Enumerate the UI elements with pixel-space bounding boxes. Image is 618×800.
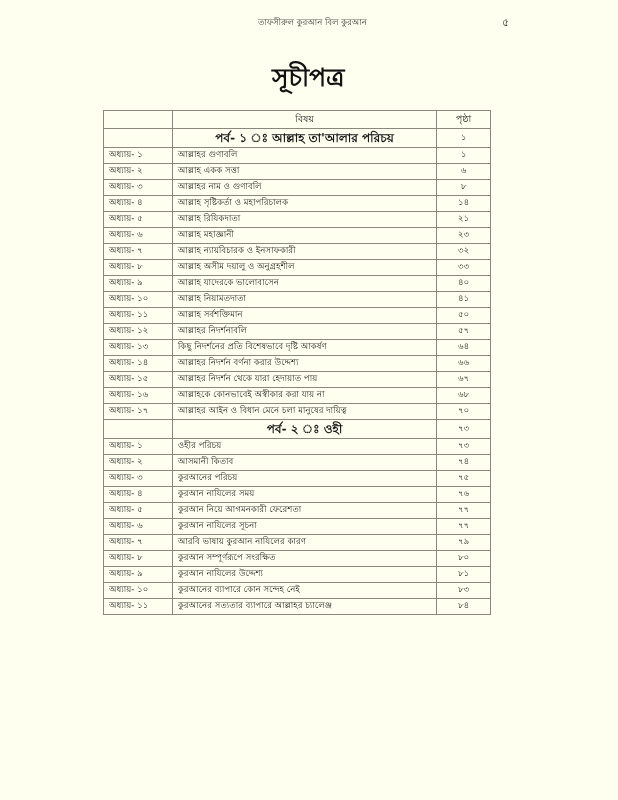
- table-row: [104, 471, 491, 487]
- table-row: [104, 292, 491, 308]
- chapter-subject: আল্লাহ রিযিকদাতা: [172, 212, 436, 228]
- table-row: [104, 599, 491, 615]
- table-row: [104, 324, 491, 340]
- chapter-label: অধ্যায়- ৯: [104, 567, 173, 583]
- chapter-label: অধ্যায়- ১৭: [104, 404, 173, 420]
- chapter-label: অধ্যায়- ৮: [104, 551, 173, 567]
- table-row: [104, 404, 491, 420]
- chapter-label: অধ্যায়- ৪: [104, 196, 173, 212]
- chapter-page: ৫৭: [437, 324, 491, 340]
- table-row: [104, 388, 491, 404]
- header-subject: বিষয়: [172, 111, 436, 129]
- table-row: [104, 487, 491, 503]
- table-row: [104, 372, 491, 388]
- chapter-label: অধ্যায়- ৪: [104, 487, 173, 503]
- table-of-contents: [103, 110, 491, 615]
- chapter-label: অধ্যায়- ১৫: [104, 372, 173, 388]
- table-row: [104, 567, 491, 583]
- chapter-page: ৬৭: [437, 372, 491, 388]
- chapter-label: অধ্যায়- ১১: [104, 599, 173, 615]
- part-row: [104, 420, 491, 439]
- chapter-page: ৮: [437, 180, 491, 196]
- table-row: [104, 308, 491, 324]
- chapter-label: অধ্যায়- ১৪: [104, 356, 173, 372]
- chapter-page: ৮১: [437, 567, 491, 583]
- chapter-subject: আল্লাহ একক সত্তা: [172, 164, 436, 180]
- chapter-page: ৮৪: [437, 599, 491, 615]
- part-page: ১: [437, 129, 491, 148]
- chapter-label: অধ্যায়- ১২: [104, 324, 173, 340]
- chapter-page: ১: [437, 148, 491, 164]
- chapter-subject: আল্লাহ ন্যায়বিচারক ও ইনসাফকারী: [172, 244, 436, 260]
- table-row: [104, 551, 491, 567]
- chapter-page: ৩৩: [437, 260, 491, 276]
- chapter-subject: আল্লাহর নিদর্শন বর্ণনা করার উদ্দেশ্য: [172, 356, 436, 372]
- chapter-page: ৮০: [437, 551, 491, 567]
- part-chapter-cell: [104, 420, 173, 439]
- chapter-subject: কুরআন নিয়ে আগমনকারী ফেরেশতা: [172, 503, 436, 519]
- chapter-page: ২১: [437, 212, 491, 228]
- table-row: [104, 519, 491, 535]
- part-title: পর্ব- ২ ঃ ওহী: [172, 420, 436, 439]
- chapter-label: অধ্যায়- ১৩: [104, 340, 173, 356]
- table-row: [104, 503, 491, 519]
- part-title: পর্ব- ১ ঃ আল্লাহ তা'আলার পরিচয়: [172, 129, 436, 148]
- chapter-page: ৭৭: [437, 519, 491, 535]
- table-row: [104, 535, 491, 551]
- chapter-label: অধ্যায়- ১: [104, 148, 173, 164]
- chapter-label: অধ্যায়- ২: [104, 455, 173, 471]
- table-row: [104, 180, 491, 196]
- chapter-page: ৫০: [437, 308, 491, 324]
- chapter-page: ৪১: [437, 292, 491, 308]
- chapter-subject: আল্লাহর নিদর্শন থেকে যারা হেদায়াত পায়: [172, 372, 436, 388]
- chapter-subject: আল্লাহর নিদর্শনাবলি: [172, 324, 436, 340]
- chapter-subject: ওহীর পরিচয়: [172, 439, 436, 455]
- chapter-page: ১৪: [437, 196, 491, 212]
- table-row: [104, 340, 491, 356]
- chapter-page: ৭৪: [437, 455, 491, 471]
- page-title: সূচীপত্র: [272, 63, 345, 92]
- header-chapter: [104, 111, 173, 129]
- chapter-page: ৭৯: [437, 535, 491, 551]
- table-row: [104, 260, 491, 276]
- part-row: [104, 129, 491, 148]
- chapter-subject: আল্লাহর গুণাবলি: [172, 148, 436, 164]
- chapter-subject: আরবি ভাষায় কুরআন নাযিলের কারণ: [172, 535, 436, 551]
- table-row: [104, 164, 491, 180]
- chapter-label: অধ্যায়- ৭: [104, 535, 173, 551]
- header-page: পৃষ্ঠা: [437, 111, 491, 129]
- chapter-subject: আসমানী কিতাব: [172, 455, 436, 471]
- chapter-page: ৬৮: [437, 388, 491, 404]
- chapter-page: ৬৬: [437, 356, 491, 372]
- chapter-subject: কুরআন নাযিলের সময়: [172, 487, 436, 503]
- chapter-subject: আল্লাহ নিয়ামতদাতা: [172, 292, 436, 308]
- chapter-subject: আল্লাহ মহাজ্ঞানী: [172, 228, 436, 244]
- chapter-subject: কুরআন সম্পূর্ণরূপে সংরক্ষিত: [172, 551, 436, 567]
- chapter-page: ৬: [437, 164, 491, 180]
- chapter-page: ৩২: [437, 244, 491, 260]
- chapter-subject: আল্লাহ সৃষ্টিকর্তা ও মহাপরিচালক: [172, 196, 436, 212]
- chapter-subject: কুরআনের ব্যাপারে কোন সন্দেহ নেই: [172, 583, 436, 599]
- table-row: [104, 244, 491, 260]
- chapter-page: ৭৫: [437, 471, 491, 487]
- chapter-label: অধ্যায়- ৩: [104, 180, 173, 196]
- table-row: [104, 228, 491, 244]
- chapter-label: অধ্যায়- ১৬: [104, 388, 173, 404]
- chapter-subject: আল্লাহকে কোনভাবেই অস্বীকার করা যায় না: [172, 388, 436, 404]
- table-row: [104, 356, 491, 372]
- chapter-label: অধ্যায়- ১১: [104, 308, 173, 324]
- part-chapter-cell: [104, 129, 173, 148]
- table-row: [104, 583, 491, 599]
- table-row: [104, 276, 491, 292]
- chapter-subject: কুরআনের পরিচয়: [172, 471, 436, 487]
- chapter-subject: আল্লাহ যাদেরকে ভালোবাসেন: [172, 276, 436, 292]
- chapter-subject: কুরআন নাযিলের উদ্দেশ্য: [172, 567, 436, 583]
- chapter-subject: কিছু নিদর্শনের প্রতি বিশেষভাবে দৃষ্টি আকর্ষণ: [172, 340, 436, 356]
- chapter-label: অধ্যায়- ৮: [104, 260, 173, 276]
- table-row: [104, 439, 491, 455]
- chapter-label: অধ্যায়- ১০: [104, 292, 173, 308]
- chapter-page: ৭৬: [437, 487, 491, 503]
- chapter-label: অধ্যায়- ১০: [104, 583, 173, 599]
- table-row: [104, 455, 491, 471]
- chapter-page: ৬৪: [437, 340, 491, 356]
- chapter-page: ২৩: [437, 228, 491, 244]
- running-head: তাফসীরুল কুরআন বিল কুরআন: [258, 18, 367, 28]
- chapter-subject: কুরআনের সত্যতার ব্যাপারে আল্লাহর চ্যালেঞ্জ: [172, 599, 436, 615]
- chapter-page: ৭৭: [437, 503, 491, 519]
- chapter-label: অধ্যায়- ৩: [104, 471, 173, 487]
- chapter-label: অধ্যায়- ১: [104, 439, 173, 455]
- page-number: ৫: [502, 16, 510, 29]
- table-row: [104, 148, 491, 164]
- chapter-label: অধ্যায়- ৯: [104, 276, 173, 292]
- part-page: ৭৩: [437, 420, 491, 439]
- chapter-label: অধ্যায়- ৭: [104, 244, 173, 260]
- chapter-label: অধ্যায়- ৫: [104, 503, 173, 519]
- chapter-subject: আল্লাহর আইন ও বিধান মেনে চলা মানুষের দায়িত্ব: [172, 404, 436, 420]
- chapter-page: ৪০: [437, 276, 491, 292]
- chapter-label: অধ্যায়- ৫: [104, 212, 173, 228]
- chapter-page: ৭৩: [437, 439, 491, 455]
- chapter-subject: কুরআন নাযিলের সূচনা: [172, 519, 436, 535]
- table-row: [104, 196, 491, 212]
- chapter-page: ৮৩: [437, 583, 491, 599]
- table-header-row: [104, 111, 491, 129]
- chapter-page: ৭০: [437, 404, 491, 420]
- chapter-label: অধ্যায়- ৬: [104, 519, 173, 535]
- table-row: [104, 212, 491, 228]
- chapter-label: অধ্যায়- ২: [104, 164, 173, 180]
- chapter-label: অধ্যায়- ৬: [104, 228, 173, 244]
- chapter-subject: আল্লাহ সর্বশক্তিমান: [172, 308, 436, 324]
- chapter-subject: আল্লাহ অসীম দয়ালু ও অনুগ্রহশীল: [172, 260, 436, 276]
- chapter-subject: আল্লাহর নাম ও গুণাবলি: [172, 180, 436, 196]
